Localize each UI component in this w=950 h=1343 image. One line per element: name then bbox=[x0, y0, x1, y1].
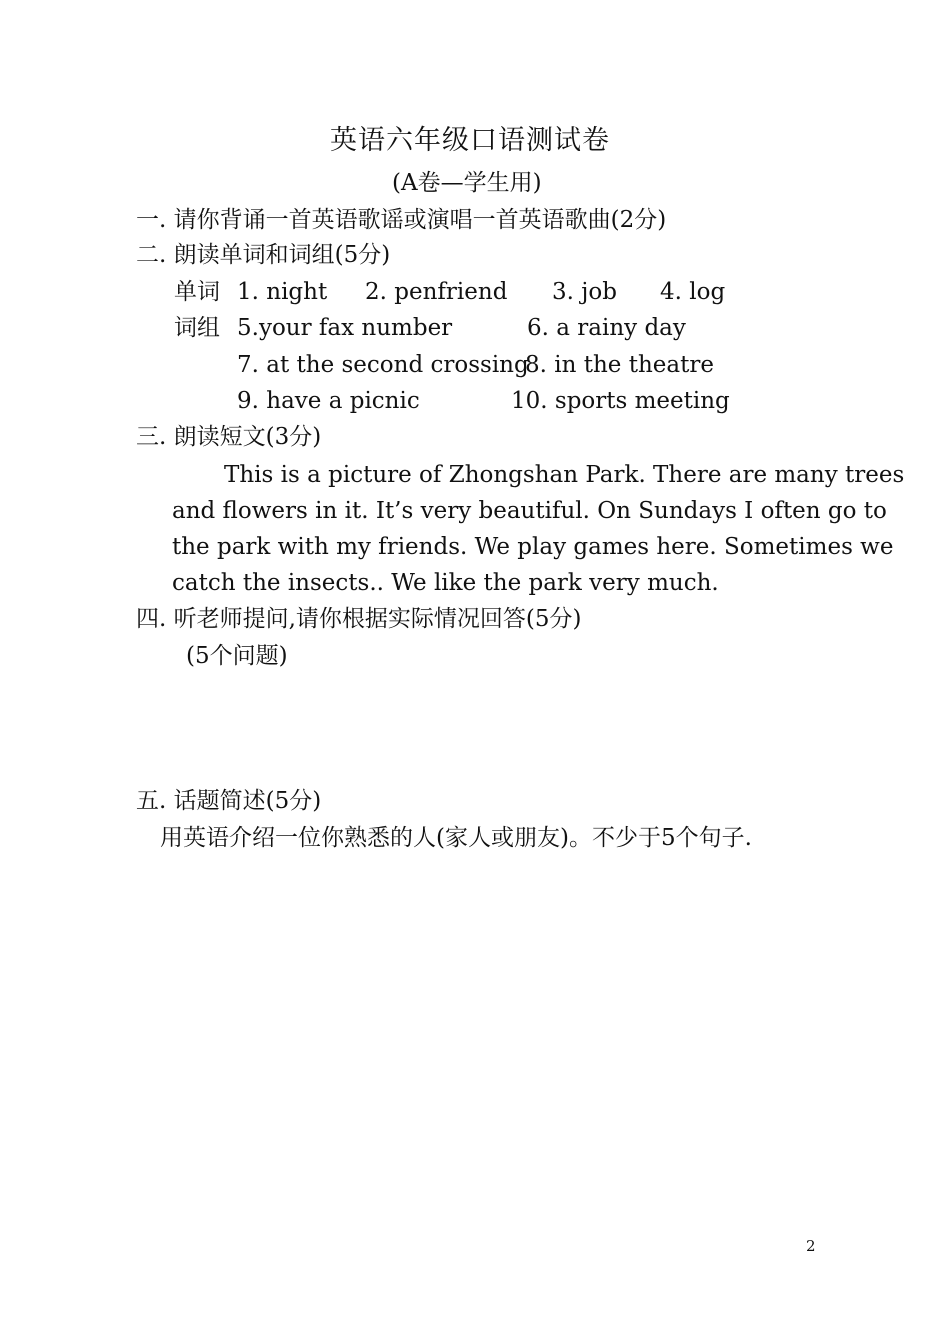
section-5-prompt: 用英语介绍一位你熟悉的人(家人或朋友)。不少于5个句子. bbox=[160, 825, 752, 851]
section-2-heading: 二. 朗读单词和词组(5分) bbox=[136, 242, 391, 268]
passage-line: and flowers in it. It’s very beautiful. On Sundays I often go to bbox=[172, 498, 887, 524]
phrase-item: 10. sports meeting bbox=[511, 388, 730, 414]
phrases-label: 词组 bbox=[174, 315, 220, 341]
word-item: 2. penfriend bbox=[365, 279, 508, 305]
phrase-item: 8. in the theatre bbox=[525, 352, 714, 378]
passage-line: This is a picture of Zhongshan Park. There are many trees bbox=[224, 462, 905, 488]
word-item: 1. night bbox=[237, 279, 328, 305]
section-4-heading: 四. 听老师提问,请你根据实际情况回答(5分) bbox=[136, 606, 582, 632]
passage-line: catch the insects.. We like the park very much. bbox=[172, 570, 719, 596]
word-item: 3. job bbox=[552, 279, 617, 305]
word-item: 4. log bbox=[660, 279, 726, 305]
phrase-item: 5.your fax number bbox=[237, 315, 453, 341]
section-1-heading: 一. 请你背诵一首英语歌谣或演唱一首英语歌曲(2分) bbox=[136, 207, 667, 233]
page-number: 2 bbox=[806, 1237, 816, 1255]
phrase-item: 9. have a picnic bbox=[237, 388, 420, 414]
phrase-item: 6. a rainy day bbox=[527, 315, 686, 341]
section-3-heading: 三. 朗读短文(3分) bbox=[136, 424, 322, 450]
passage-line: the park with my friends. We play games here. Sometimes we bbox=[172, 534, 894, 560]
section-5-heading: 五. 话题简述(5分) bbox=[136, 788, 322, 814]
page-subtitle: (A卷—学生用) bbox=[392, 170, 542, 196]
page-title: 英语六年级口语测试卷 bbox=[330, 125, 610, 156]
phrase-item: 7. at the second crossing bbox=[237, 352, 529, 378]
section-4-note: (5个问题) bbox=[186, 643, 288, 669]
words-label: 单词 bbox=[174, 279, 220, 305]
